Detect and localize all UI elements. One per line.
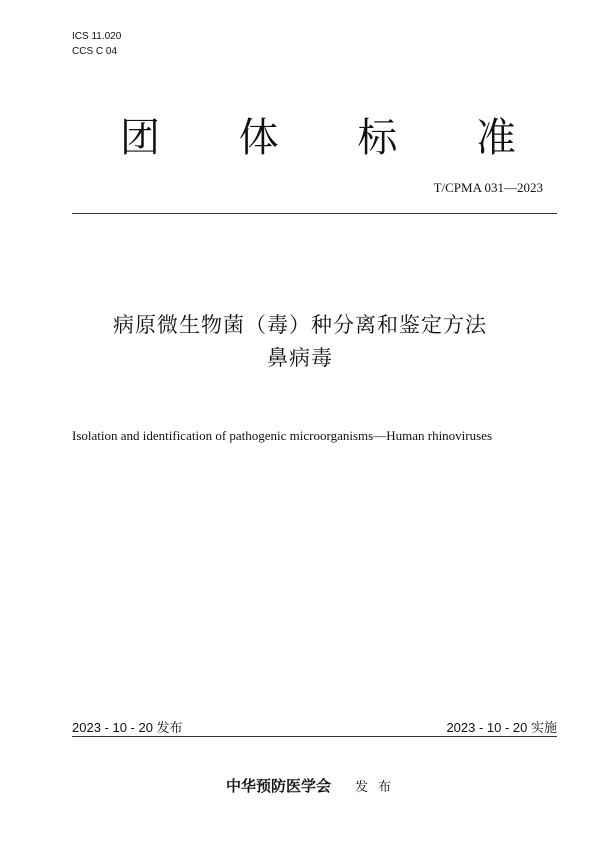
- doc-type-char-4: 准: [475, 114, 516, 161]
- top-divider: [72, 213, 557, 214]
- ccs-code: CCS C 04: [72, 46, 118, 57]
- issue-date: 2023 - 10 - 20 发布: [72, 720, 183, 735]
- publish-label: 发 布: [355, 780, 395, 795]
- bottom-divider: [72, 736, 557, 737]
- document-type-title: [120, 108, 516, 160]
- chinese-title-line-1: 病原微生物菌（毒）种分离和鉴定方法: [113, 313, 487, 337]
- ics-code: ICS 11.020: [72, 31, 122, 42]
- doc-type-char-1: 团: [120, 114, 160, 161]
- chinese-title-line-2: 鼻病毒: [267, 346, 333, 370]
- implementation-date: 2023 - 10 - 20 实施: [446, 720, 557, 735]
- english-title: Isolation and identification of pathogenic microorganisms—Human rhinoviruses: [72, 428, 493, 443]
- doc-type-char-3: 标: [357, 114, 398, 161]
- standard-number: T/CPMA 031—2023: [433, 180, 543, 195]
- publisher-name: 中华预防医学会: [226, 777, 332, 795]
- doc-type-char-2: 体: [238, 114, 279, 161]
